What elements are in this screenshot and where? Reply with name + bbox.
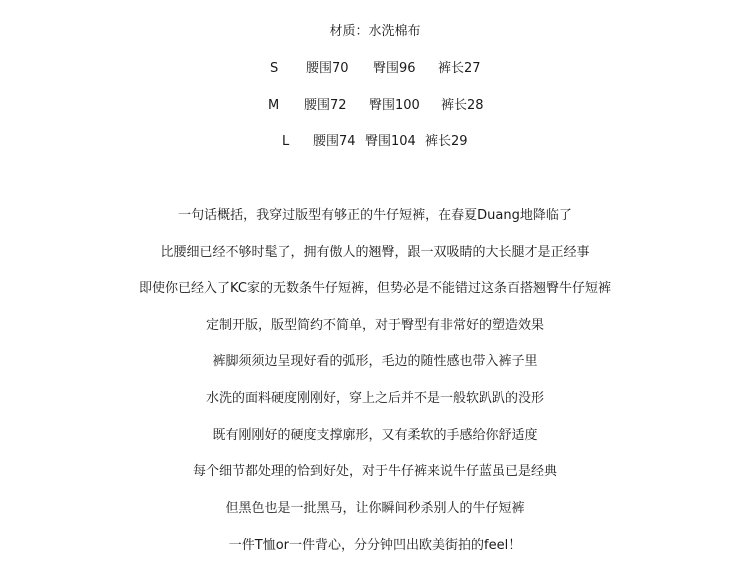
size-label: S (270, 61, 279, 76)
length-value: 裤长29 (425, 134, 468, 149)
waist-value: 腰围72 (304, 98, 347, 113)
length-value: 裤长27 (438, 61, 481, 76)
hip-value: 臀围104 (365, 134, 416, 149)
description-line: 一句话概括，我穿过版型有够正的牛仔短裤，在春夏Duang地降临了 (178, 208, 572, 223)
description-line: 裤脚须须边呈现好看的弧形，毛边的随性感也带入裤子里 (212, 354, 538, 369)
description-line: 定制开版，版型简约不简单，对于臀型有非常好的塑造效果 (205, 318, 544, 333)
size-label: M (268, 98, 280, 113)
description-line: 每个细节都处理的恰到好处，对于牛仔裤来说牛仔蓝虽已是经典 (192, 464, 557, 479)
size-row-m (0, 97, 750, 115)
description-line: 水洗的面料硬度刚刚好，穿上之后并不是一般软趴趴的没形 (205, 391, 544, 406)
waist-value: 腰围74 (313, 134, 356, 149)
size-row-s (0, 60, 750, 78)
material-label: 材质：水洗棉布 (329, 24, 421, 39)
size-label: L (282, 134, 290, 149)
length-value: 裤长28 (441, 98, 484, 113)
size-row-l (0, 133, 750, 151)
description-line: 比腰细已经不够时髦了，拥有傲人的翘臀，跟一双吸睛的大长腿才是正经事 (160, 245, 590, 260)
waist-value: 腰围70 (306, 61, 349, 76)
description-line: 既有刚刚好的硬度支撑廓形，又有柔软的手感给你舒适度 (212, 428, 538, 443)
hip-value: 臀围100 (369, 98, 420, 113)
description-line: 一件T恤or一件背心，分分钟凹出欧美街拍的feel！ (228, 538, 522, 553)
hip-value: 臀围96 (373, 61, 416, 76)
description-line: 但黑色也是一批黑马，让你瞬间秒杀别人的牛仔短裤 (225, 501, 525, 516)
description-line: 即使你已经入了KC家的无数条牛仔短裤，但势必是不能错过这条百搭翘臀牛仔短裤 (139, 281, 611, 296)
